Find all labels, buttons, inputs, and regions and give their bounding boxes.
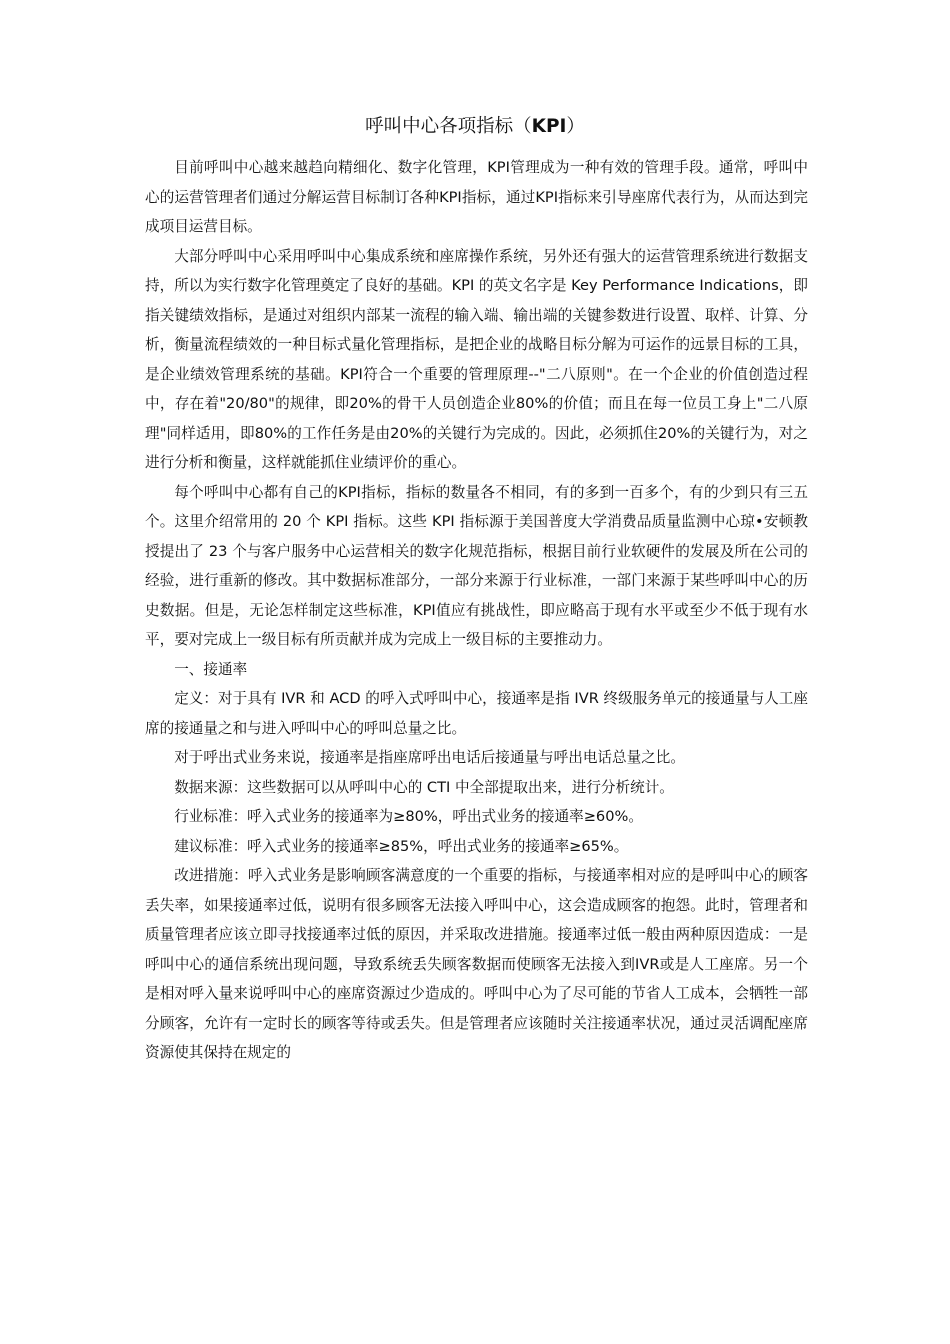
paragraph-suggested-standard: 建议标准：呼入式业务的接通率≥85%，呼出式业务的接通率≥65%。: [174, 837, 629, 855]
paragraph-definition: 定义：对于具有 IVR 和 ACD 的呼入式呼叫中心，接通率是指 IVR 终级服务单元的接通量与人工座席的接通量之和与进入呼叫中心的呼叫总量之比。: [145, 690, 808, 737]
document-body: [145, 153, 808, 1068]
title-text: 呼叫中心各项指标（: [365, 116, 532, 137]
section-heading-connection-rate: 一、接通率: [174, 660, 248, 678]
paragraph-outbound: 对于呼出式业务来说，接通率是指座席呼出电话后接通量与呼出电话总量之比。: [174, 749, 685, 766]
paragraph-kpi-count: 每个呼叫中心都有自己的KPI指标，指标的数量各不相同，有的多到一百多个，有的少到只有三五个。这里介绍常用的 20 个 KPI 指标。这些 KPI 指标源于美国普度大学消费品质量监测中心琼•安顿教授提出了 23 个与客户服务中心运营相关的数字化规范指标，根据目前行业软硬件的发展及所在公司的经验，进行重新的修改。其中数据标准部分，一部分来源于行业标准，一部门来源于某些呼叫中心的历史数据。但是，无论怎样制定这些标准，KPI值应有挑战性，即应略高于现有水平或至少不低于现有水平，要对完成上一级目标有所贡献并成为完成上一级目标的主要推动力。: [145, 483, 808, 648]
title-kpi: KPI: [531, 116, 567, 137]
title-close: ）: [566, 116, 585, 137]
paragraph-kpi-definition: 大部分呼叫中心采用呼叫中心集成系统和座席操作系统，另外还有强大的运营管理系统进行数据支持，所以为实行数字化管理奠定了良好的基础。KPI 的英文名字是 Key Performance Indications，即指关键绩效指标，是通过对组织内部某一流程的输入端、输出端的关键参数进行设置、取样、计算、分析，衡量流程绩效的一种目标式量化管理指标，是把企业的战略目标分解为可运作的远景目标的工具，是企业绩效管理系统的基础。KPI符合一个重要的管理原理--"二八原则"。在一个企业的价值创造过程中，存在着"20/80"的规律，即20%的骨干人员创造企业80%的价值；而且在每一位员工身上"二八原理"同样适用，即80%的工作任务是由20%的关键行为完成的。因此，必须抓住20%的关键行为，对之进行分析和衡量，这样就能抓住业绩评价的重心。: [145, 247, 808, 471]
paragraph-improvement: 改进措施：呼入式业务是影响顾客满意度的一个重要的指标，与接通率相对应的是呼叫中心的顾客丢失率，如果接通率过低，说明有很多顾客无法接入呼叫中心，这会造成顾客的抱怨。此时，管理者和质量管理者应该立即寻找接通率过低的原因，并采取改进措施。接通率过低一般由两种原因造成：一是呼叫中心的通信系统出现问题，导致系统丢失顾客数据而使顾客无法接入到IVR或是人工座席。另一个是相对呼入量来说呼叫中心的座席资源过少造成的。呼叫中心为了尽可能的节省人工成本，会牺牲一部分顾客，允许有一定时长的顾客等待或丢失。但是管理者应该随时关注接通率状况，通过灵活调配座席资源使其保持在规定的: [145, 867, 808, 1061]
document-title: [0, 112, 950, 142]
paragraph-industry-standard: 行业标准：呼入式业务的接通率为≥80%，呼出式业务的接通率≥60%。: [174, 808, 643, 825]
paragraph-data-source: 数据来源：这些数据可以从呼叫中心的 CTI 中全部提取出来，进行分析统计。: [174, 778, 674, 796]
paragraph-intro: 目前呼叫中心越来越趋向精细化、数字化管理，KPI管理成为一种有效的管理手段。通常，呼叫中心的运营管理者们通过分解运营目标制订各种KPI指标，通过KPI指标来引导座席代表行为，从而达到完成项目运营目标。: [145, 159, 808, 235]
